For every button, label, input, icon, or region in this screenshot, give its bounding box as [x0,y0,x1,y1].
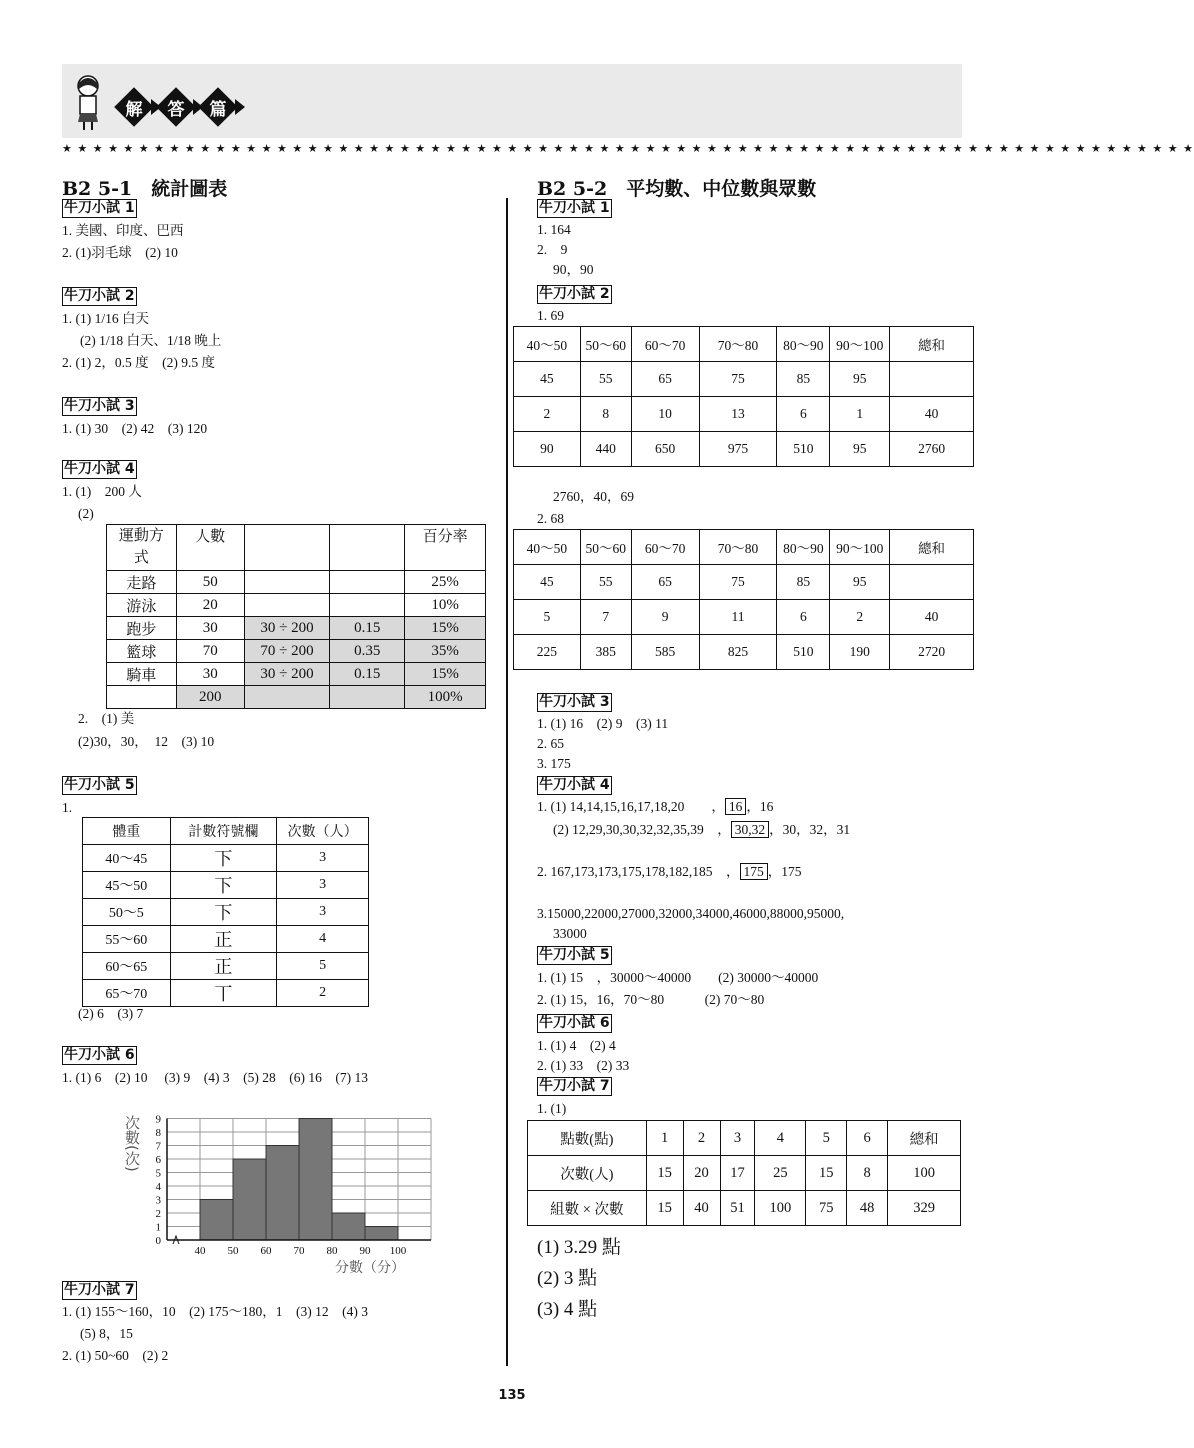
answer-text: (2) 12,29,30,30,32,32,35,39 ， [553,822,731,837]
x-tick-label: 70 [293,1245,305,1257]
table-cell: 50～5 [83,899,171,926]
table-cell: 40 [890,397,974,432]
answer-line: 90，90 [553,262,594,277]
x-tick-label: 60 [260,1245,272,1257]
table-cell: 籃球 [107,640,177,663]
table-cell: 40 [683,1191,720,1226]
table-cell: 6 [847,1121,888,1156]
answer-line: 1. (1) 15 ，30000～40000 (2) 30000～40000 [537,970,819,985]
table-cell: 1 [830,397,890,432]
table-cell: 40～50 [514,327,581,362]
quiz-label: 牛刀小試 5 [64,777,135,793]
quiz-label: 牛刀小試 2 [64,288,135,304]
table-cell: 80～90 [777,327,830,362]
table-cell: 游泳 [107,594,177,617]
table-cell: 點數(點) [528,1121,647,1156]
x-tick-label: 100 [389,1245,407,1257]
table-cell: 30 ÷ 200 [244,663,330,686]
table-cell: 25% [405,571,486,594]
answer-line: 1. (1) 30 (2) 42 (3) 120 [62,421,208,436]
answer-line: (2) 3 點 [537,1268,598,1289]
table-cell: 95 [830,565,890,600]
histogram-bar [332,1213,365,1240]
answer-line: 1. [62,800,73,815]
table-cell [107,686,177,709]
answer-line: 1. (1) 200 人 [62,484,142,499]
answer-line: 1. (1) 16 (2) 9 (3) 11 [537,716,669,731]
table-cell: 7 [580,600,631,635]
answer-line: 2. 65 [537,736,564,751]
answer-line: 2. (1) 33 (2) 33 [537,1058,630,1073]
histogram-bar [266,1146,299,1241]
quiz-label: 牛刀小試 4 [539,777,610,793]
x-tick-label: 40 [194,1245,206,1257]
table-cell: 4 [755,1121,806,1156]
tile-text: 答 [167,100,185,120]
table-cell: 51 [720,1191,755,1226]
answer-text: 1. (1) 14,14,15,16,17,18,20 ， [537,799,725,814]
answer-line: 2. (1) 美 [78,711,135,726]
quiz-label: 牛刀小試 7 [539,1078,610,1094]
table-cell: 50～60 [580,530,631,565]
frequency-table-1 [513,326,974,467]
table-cell: 5 [514,600,581,635]
table-cell [244,686,330,709]
table-cell: 90 [514,432,581,467]
quiz-label: 牛刀小試 2 [539,286,610,302]
answer-line: 3. 175 [537,756,571,771]
table-cell [244,594,330,617]
x-tick-label: 80 [326,1245,338,1257]
table-cell: 40 [890,600,974,635]
section-title-right: B2 5-2 平均數、中位數與眾數 [537,178,817,200]
y-tick-label: 8 [155,1127,161,1139]
table-cell: 80～90 [777,530,830,565]
answer-line: 1. 美國、印度、巴西 [62,223,184,238]
table-cell: 45 [514,362,581,397]
table-cell: 510 [777,635,830,670]
table-cell: 3 [277,899,369,926]
answer-line: (3) 4 點 [537,1299,598,1320]
answer-line: 33000 [553,926,587,941]
table-cell: 100% [405,686,486,709]
table-cell: 329 [888,1191,961,1226]
table-cell: 50 [176,571,244,594]
quiz-label: 牛刀小試 6 [64,1047,135,1063]
answer-line [537,864,802,880]
table-cell: 95 [830,432,890,467]
star-divider: ★ ★ ★ ★ ★ ★ ★ ★ ★ ★ ★ ★ ★ ★ ★ ★ ★ ★ ★ ★ ★ ★ ★ ★ ★ ★ ★ ★ ★ ★ ★ ★ ★ ★ ★ ★ ★ ★ ★ ★ ★ ★ ★ ★ ★ ★ ★ ★ ★ ★ ★ ★ ★ ★ ★ ★ ★ ★ ★ ★ ★ ★ ★ ★ ★ ★ ★ ★ ★ ★ ★ ★ ★ ★ [62,142,1194,155]
table-cell: 60～70 [631,530,699,565]
table-cell: 35% [405,640,486,663]
median-box: 16 [725,798,747,815]
table-cell [330,571,405,594]
quiz-label: 牛刀小試 3 [64,398,135,414]
x-axis-label: 分數（分） [335,1260,405,1276]
table-cell: 3 [720,1121,755,1156]
page-number: 135 [498,1388,526,1403]
histogram-bar [200,1200,233,1241]
answer-line: (2)30，30， 12 (3) 10 [78,734,215,749]
table-cell: 15% [405,617,486,640]
y-tick-label: 1 [155,1221,161,1234]
table-cell: 0.15 [330,617,405,640]
table-cell: 總和 [888,1121,961,1156]
quiz-label: 牛刀小試 7 [64,1282,135,1298]
answer-line: 3.15000,22000,27000,32000,34000,46000,88000,95000, [537,906,845,921]
table-cell: 11 [699,600,777,635]
answer-line: 2. 68 [537,511,564,526]
y-axis-label: 次數(次) [123,1115,141,1172]
table-cell: 225 [514,635,581,670]
table-cell: 2 [830,600,890,635]
table-cell: 65 [631,565,699,600]
answer-line: (5) 8，15 [80,1326,133,1341]
table-cell: 體重 [83,818,171,845]
table-cell: 510 [777,432,830,467]
table-cell: 90～100 [830,530,890,565]
y-tick-label: 9 [155,1113,161,1126]
answer-line: (1) 3.29 點 [537,1237,621,1258]
table-cell: 2 [514,397,581,432]
table-cell: 30 [176,663,244,686]
table-cell [890,362,974,397]
score-histogram [110,1100,420,1280]
table-cell: 200 [176,686,244,709]
table-cell: 13 [699,397,777,432]
table-cell: 650 [631,432,699,467]
tally-mark: 正 [170,926,277,953]
y-tick-label: 5 [155,1167,161,1180]
table-cell: 100 [755,1191,806,1226]
table-cell: 70～80 [699,530,777,565]
table-cell: 25 [755,1156,806,1191]
quiz-label: 牛刀小試 1 [64,200,135,216]
table-cell: 2 [277,980,369,1007]
table-cell: 跑步 [107,617,177,640]
table-cell: 90～100 [830,327,890,362]
table-cell: 55～60 [83,926,171,953]
table-cell: 70～80 [699,327,777,362]
answer-text: 2. 167,173,173,175,178,182,185 ， [537,864,740,879]
table-cell: 50～60 [580,327,631,362]
table-cell: 10% [405,594,486,617]
table-cell: 9 [631,600,699,635]
answer-line: 1. (1) [537,1101,567,1116]
answer-line: (2) 6 (3) 7 [78,1006,144,1021]
table-cell: 2720 [890,635,974,670]
table-cell: 60～65 [83,953,171,980]
table-cell: 30 ÷ 200 [244,617,330,640]
tile-text: 篇 [209,100,227,120]
x-tick-label: 90 [359,1245,371,1257]
table-cell: 40～50 [514,530,581,565]
table-cell: 45～50 [83,872,171,899]
table-cell: 440 [580,432,631,467]
sport-percentage-table [106,524,486,709]
table-cell: 4 [277,926,369,953]
y-tick-label: 6 [155,1154,161,1166]
table-cell [244,525,330,571]
table-cell: 15 [646,1191,683,1226]
table-cell: 10 [631,397,699,432]
answer-line: 2. (1) 50~60 (2) 2 [62,1348,169,1363]
tally-mark: 下 [170,872,277,899]
answer-line [553,822,850,838]
table-cell: 385 [580,635,631,670]
table-cell: 8 [580,397,631,432]
table-cell: 55 [580,565,631,600]
table-cell: 75 [806,1191,847,1226]
section-title-left: B2 5-1 統計圖表 [62,178,228,200]
table-cell: 1 [646,1121,683,1156]
table-cell: 585 [631,635,699,670]
answer-text: ，16 [746,799,774,814]
table-cell: 3 [277,845,369,872]
median-box: 175 [740,863,768,880]
table-cell: 次數(人) [528,1156,647,1191]
table-cell: 17 [720,1156,755,1191]
table-cell: 走路 [107,571,177,594]
points-frequency-table [527,1120,961,1226]
table-cell: 人數 [176,525,244,571]
y-tick-label: 2 [155,1208,161,1220]
table-cell: 次數（人） [277,818,369,845]
x-tick-labels [195,1245,407,1257]
answer-line [537,799,773,815]
quiz-label: 牛刀小試 4 [64,461,135,477]
answer-line: 1. 164 [537,222,571,237]
table-cell [330,594,405,617]
answer-line: 2. 9 [537,242,568,257]
answer-line: 2. (1)羽毛球 (2) 10 [62,245,178,260]
girl-mascot-icon [70,72,106,132]
histogram-bar [365,1227,398,1241]
table-cell: 95 [830,362,890,397]
x-tick-label: 50 [227,1245,239,1257]
table-cell: 騎車 [107,663,177,686]
table-cell: 20 [176,594,244,617]
answer-line: (2) 1/18 白天、1/18 晚上 [80,333,222,348]
table-cell: 85 [777,362,830,397]
table-cell: 5 [277,953,369,980]
answer-line: 2. (1) 15，16，70～80 (2) 70～80 [537,992,765,1007]
table-cell: 2760 [890,432,974,467]
median-box: 30,32 [731,821,769,838]
y-tick-label: 3 [155,1194,161,1207]
y-tick-label: 7 [155,1140,161,1153]
table-cell: 8 [847,1156,888,1191]
tile-text: 解 [125,100,143,120]
table-cell: 20 [683,1156,720,1191]
histogram-bar [233,1159,266,1240]
table-cell: 65～70 [83,980,171,1007]
table-cell: 75 [699,565,777,600]
table-cell: 975 [699,432,777,467]
table-cell: 6 [777,600,830,635]
table-cell: 組數 × 次數 [528,1191,647,1226]
table-cell: 70 ÷ 200 [244,640,330,663]
quiz-label: 牛刀小試 6 [539,1015,610,1031]
table-cell: 6 [777,397,830,432]
table-cell: 85 [777,565,830,600]
tally-mark: 丅 [170,980,277,1007]
quiz-label: 牛刀小試 3 [539,694,610,710]
table-cell: 15 [646,1156,683,1191]
table-cell: 55 [580,362,631,397]
table-cell: 40～45 [83,845,171,872]
table-cell: 75 [699,362,777,397]
answer-text: ，30，32，31 [769,822,851,837]
answer-line: 1. (1) 4 (2) 4 [537,1038,616,1053]
y-tick-label: 0 [155,1235,161,1247]
table-cell: 65 [631,362,699,397]
table-cell: 百分率 [405,525,486,571]
answer-line: 2760，40，69 [553,489,634,504]
table-cell: 70 [176,640,244,663]
answer-line: 1. (1) 155～160，10 (2) 175～180，1 (3) 12 (4) 3 [62,1304,368,1319]
tally-mark: 下 [170,845,277,872]
quiz-label: 牛刀小試 5 [539,947,610,963]
table-cell: 190 [830,635,890,670]
tally-mark: 下 [170,899,277,926]
answer-line: 1. (1) 1/16 白天 [62,311,149,326]
table-cell: 5 [806,1121,847,1156]
answer-line: (2) [78,506,94,521]
answer-line: 1. (1) 6 (2) 10 (3) 9 (4) 3 (5) 28 (6) 16 (7) 13 [62,1070,368,1085]
table-cell: 15 [806,1156,847,1191]
table-cell: 15% [405,663,486,686]
table-cell: 0.15 [330,663,405,686]
table-cell [244,571,330,594]
table-cell: 45 [514,565,581,600]
table-cell: 60～70 [631,327,699,362]
y-tick-label: 4 [155,1181,161,1193]
frequency-table-2 [513,529,974,670]
table-cell [330,525,405,571]
y-tick-labels [156,1114,162,1248]
table-cell: 計數符號欄 [170,818,277,845]
arrow-right-icon [235,99,245,115]
table-cell: 0.35 [330,640,405,663]
answer-line: 2. (1) 2，0.5 度 (2) 9.5 度 [62,355,215,370]
table-cell: 48 [847,1191,888,1226]
table-cell: 30 [176,617,244,640]
answer-text: ，175 [767,864,802,879]
table-cell: 3 [277,872,369,899]
table-cell: 總和 [890,327,974,362]
answer-line: 1. 69 [537,308,564,323]
table-cell [330,686,405,709]
table-cell: 總和 [890,530,974,565]
quiz-label: 牛刀小試 1 [539,200,610,216]
chart-bars [200,1119,398,1241]
histogram-bar [299,1119,332,1241]
table-cell: 運動方 式 [107,525,177,571]
column-divider [506,198,508,1366]
weight-tally-table [82,817,369,1007]
table-cell [890,565,974,600]
tally-mark: 正 [170,953,277,980]
table-cell: 100 [888,1156,961,1191]
table-cell: 825 [699,635,777,670]
table-cell: 2 [683,1121,720,1156]
